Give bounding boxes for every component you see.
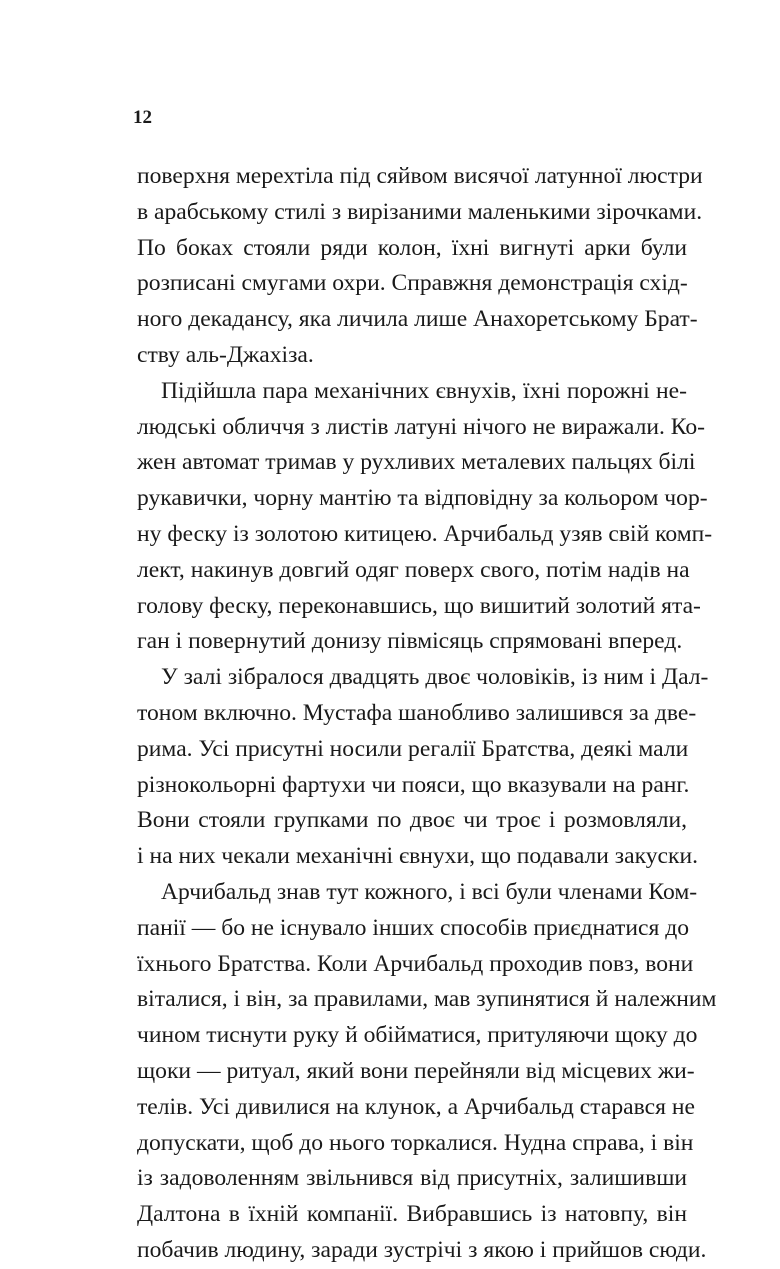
text-line: допускати, щоб до нього торкалися. Нудна справа, і він	[137, 1129, 694, 1156]
text-line: і на них чекали механічні євнухи, що подавали закуски.	[137, 843, 698, 870]
text-line: По боках стояли ряди колон, їхні вигнуті арки були	[137, 234, 687, 261]
text-line: телів. Усі дивилися на клунок, а Арчибальд старався не	[137, 1093, 695, 1120]
text-line: жен автомат тримав у рухливих металевих пальцях білі	[137, 449, 696, 476]
text-line: побачив людину, заради зустрічі з якою і прийшов сюди.	[137, 1236, 707, 1263]
page-number: 12	[133, 107, 152, 128]
text-line: щоки — ритуал, який вони перейняли від місцевих жи-	[137, 1057, 695, 1084]
text-line: Арчибальд знав тут кожного, і всі були членами Ком-	[161, 878, 698, 905]
text-line: віталися, і він, за правилами, мав зупинятися й належним	[137, 986, 717, 1013]
text-line: поверхня мерехтіла під сяйвом висячої латунної люстри	[137, 163, 703, 189]
text-line: людські обличчя з листів латуні нічого не виражали. Ко-	[137, 413, 706, 440]
text-line: панії — бо не існувало інших способів приєднатися до	[137, 914, 689, 941]
text-line: Вони стояли групками по двоє чи троє і розмовляли,	[137, 807, 687, 834]
text-line: Підійшла пара механічних євнухів, їхні порожні не-	[161, 377, 687, 404]
text-line: різнокольорні фартухи чи пояси, що вказували на ранг.	[137, 771, 690, 798]
text-line: ного декадансу, яка личила лише Анахоретському Брат-	[137, 306, 698, 333]
text-line: розписані смугами охри. Справжня демонстрація схід-	[137, 270, 688, 297]
text-line: в арабському стилі з вирізаними маленькими зірочками.	[137, 198, 703, 225]
text-line: ну феску із золотою китицею. Арчибальд узяв свій комп-	[137, 520, 713, 547]
text-line: чином тиснути руку й обійматися, притуляючи щоку до	[137, 1022, 698, 1049]
text-line: Далтона в їхній компанії. Вибравшись із натовпу, він	[137, 1201, 687, 1228]
text-line: голову феску, переконавшись, що вишитий золотий ята-	[137, 592, 701, 619]
text-line: із задоволенням звільнився від присутніх, залишивши	[137, 1165, 687, 1192]
text-line: лект, накинув довгий одяг поверх свого, потім надів на	[137, 556, 690, 583]
text-line: ган і повернутий донизу півмісяць спрямовані вперед.	[137, 628, 683, 655]
text-line: ству аль-Джахіза.	[137, 341, 314, 368]
text-line: рима. Усі присутні носили регалії Братства, деякі мали	[137, 735, 689, 762]
body-text	[137, 159, 717, 1269]
text-line: рукавички, чорну мантію та відповідну за кольором чор-	[137, 485, 708, 512]
text-line: У залі зібралося двадцять двоє чоловіків, із ним і Дал-	[161, 664, 709, 691]
text-line: тоном включно. Мустафа шанобливо залишився за две-	[137, 699, 697, 726]
text-line: їхнього Братства. Коли Арчибальд проходив повз, вони	[137, 950, 694, 977]
